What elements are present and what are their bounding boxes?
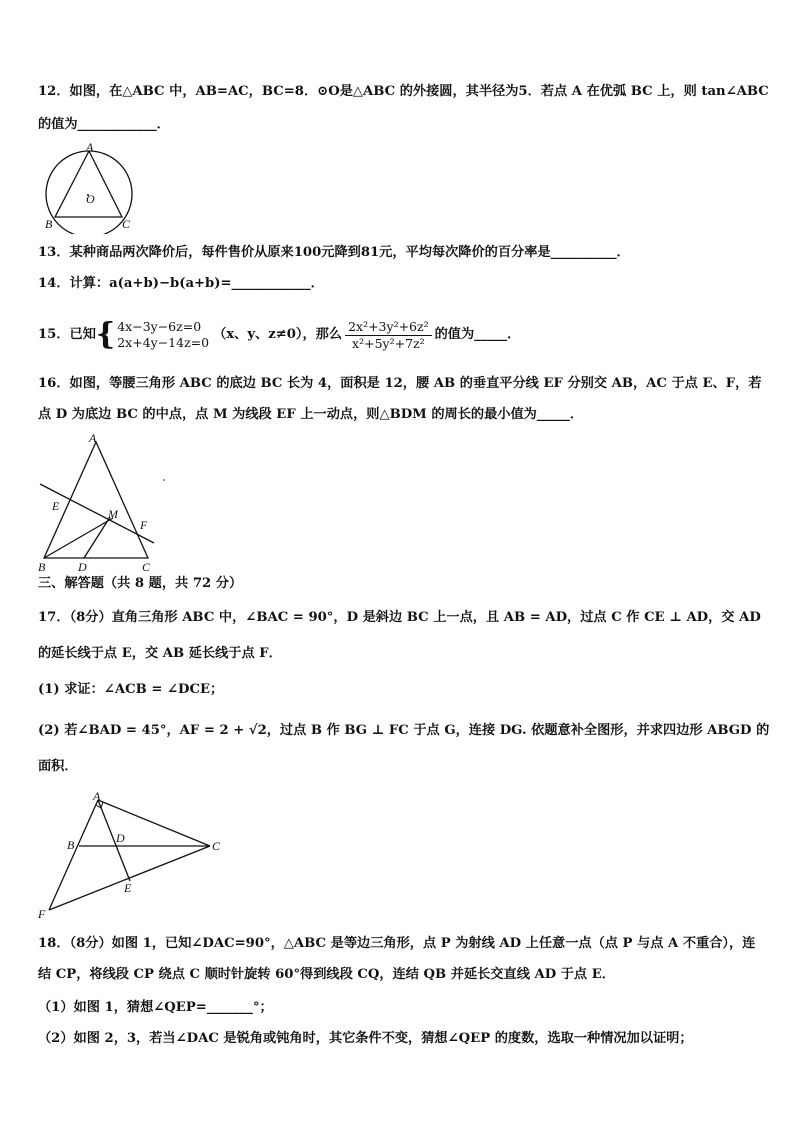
- label-c: C: [142, 560, 151, 574]
- fraction-numerator: 2x²+3y²+6z²: [345, 319, 432, 336]
- q15-prefix: 15．已知: [38, 327, 96, 342]
- label-a: A: [86, 142, 94, 154]
- q12-line1: 12．如图，在△ABC 中，AB=AC，BC=8．⊙O是△ABC 的外接圆，其半径为5．若点 A 在优弧 BC 上，则 tan∠ABC: [38, 84, 769, 99]
- label-b: B: [45, 217, 53, 231]
- brace-symbol: {: [95, 317, 116, 352]
- q18-part1: （1）如图 1，猜想∠QEP=_______°；: [38, 1000, 273, 1015]
- triangle-abc: [44, 442, 148, 558]
- segment-dm: [84, 517, 110, 558]
- section-3-title: 三、解答题（共 8 题，共 72 分）: [38, 576, 243, 591]
- q15-line: [38, 318, 520, 352]
- q17-part1: (1) 求证：∠ACB = ∠DCE；: [38, 682, 224, 697]
- label-b: B: [38, 560, 46, 574]
- q17-line1: 17．（8分）直角三角形 ABC 中，∠BAC = 90°，D 是斜边 BC 上一点，且 AB = AD，过点 C 作 CE ⊥ AD，交 AD: [38, 610, 761, 625]
- equation-system: [96, 319, 209, 351]
- segment-bm: [44, 518, 113, 558]
- q13-text: 13．某种商品两次降价后，每件售价从原来100元降到81元，平均每次降价的百分率是__________．: [38, 245, 630, 260]
- q17-figure: [34, 786, 234, 922]
- label-m: M: [108, 507, 118, 521]
- equation-2: 2x+4y−14z=0: [117, 335, 210, 350]
- q12-line2: 的值为____________．: [38, 117, 170, 132]
- q15-suffix: 的值为_____．: [434, 327, 521, 342]
- label-d: D: [78, 560, 87, 574]
- stray-dot: [163, 479, 165, 481]
- q18-part2: （2）如图 2，3，若当∠DAC 是锐角或钝角时，其它条件不变，猜想∠QEP 的度数，选取一种情况加以证明；: [38, 1031, 693, 1046]
- q16-figure: [34, 430, 174, 575]
- q18-line2: 结 CP，将线段 CP 绕点 C 顺时针旋转 60°得到线段 CQ，连结 QB 并延长交直线 AD 于点 E．: [38, 967, 615, 982]
- q14-text: 14．计算：a(a+b)−b(a+b)=____________．: [38, 276, 324, 291]
- line-ae: [98, 800, 130, 881]
- fraction-denominator: x²+5y²+7z²: [352, 335, 425, 351]
- q16-line2: 点 D 为底边 BC 的中点，点 M 为线段 EF 上一动点，则△BDM 的周长的最小值为_____．: [38, 407, 584, 422]
- label-e: E: [124, 881, 132, 895]
- label-d: D: [116, 831, 125, 845]
- line-ef: [40, 484, 154, 543]
- q15-condition: （x、y、z≠0），那么: [213, 327, 343, 342]
- label-c: C: [122, 217, 131, 231]
- q18-line1: 18．（8分）如图 1，已知∠DAC=90°，△ABC 是等边三角形，点 P 为射线 AD 上任意一点（点 P 与点 A 不重合），连: [38, 936, 756, 951]
- q17-part2b: 面积．: [38, 759, 78, 774]
- q17-part2: (2) 若∠BAD = 45°，AF = 2 + √2，过点 B 作 BG ⊥ FC 于点 G，连接 DG. 依题意补全图形，并求四边形 ABGD 的: [38, 723, 770, 738]
- equation-1: 4x−3y−6z=0: [117, 319, 202, 334]
- q16-line1: 16．如图，等腰三角形 ABC 的底边 BC 长为 4，面积是 12，腰 AB 的垂直平分线 EF 分别交 AB，AC 于点 E、F，若: [38, 376, 762, 391]
- q17-line2: 的延长线于点 E，交 AB 延长线于点 F．: [38, 646, 282, 661]
- label-a: A: [89, 431, 97, 445]
- label-e: E: [52, 499, 60, 513]
- label-a: A: [93, 789, 101, 803]
- label-f: F: [38, 907, 46, 921]
- fraction: [345, 319, 432, 352]
- label-o: O: [86, 192, 95, 206]
- q12-figure: [38, 142, 138, 234]
- label-c: C: [212, 839, 221, 853]
- label-f: F: [140, 518, 148, 532]
- triangle-abc: [55, 151, 122, 217]
- label-b: B: [67, 838, 75, 852]
- line-ac: [98, 800, 210, 846]
